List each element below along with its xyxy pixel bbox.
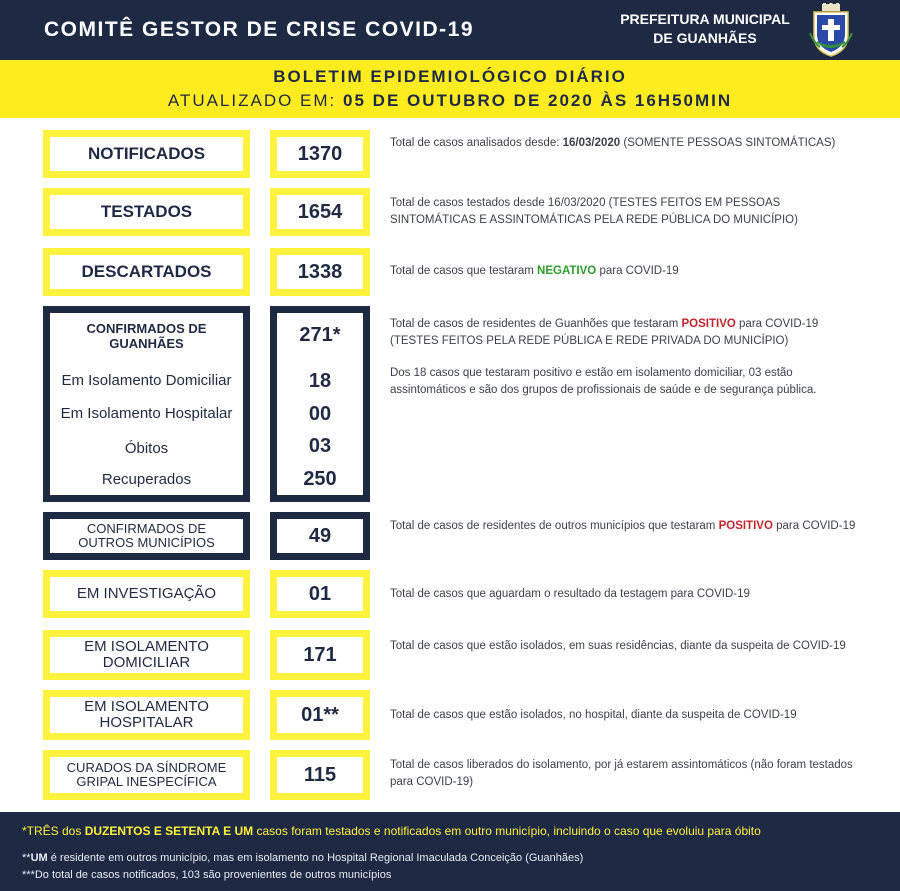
descartados-desc-text: Total de casos que testaram [390,265,538,277]
notificados-desc-date: 16/03/2020 [562,137,621,149]
municipal-crest-icon [808,3,854,57]
footnote-1-a: *TRÊS dos [22,824,85,838]
curados-label: CURADOS DA SÍNDROME GRIPAL INESPECÍFICA [66,760,227,789]
testados-label: TESTADOS [100,202,193,221]
outros-desc-text: Total de casos de residentes de outros municípios que testaram [390,520,719,532]
header-title: COMITÊ GESTOR DE CRISE COVID-19 [44,18,475,41]
investigacao-value-box [270,570,370,618]
notificados-desc-text: Total de casos analisados desde: [390,137,563,149]
negative-highlight: NEGATIVO [537,265,597,277]
updated-label: ATUALIZADO EM: [167,91,337,110]
bulletin-title: BOLETIM EPIDEMIOLÓGICO DIÁRIO [273,67,627,86]
descartados-desc-end: para COVID-19 [596,265,679,277]
investigacao-label-box [43,570,250,618]
confirmados-guanhaes-note: Dos 18 casos que testaram positivo e estão em isolamento domiciliar, 03 estão assintomáticos e são dos grupos de profissionais de saúde e de segurança pública. [390,367,817,396]
isolamento-domiciliar-value-box [270,630,370,680]
investigacao-value: 01 [308,582,332,605]
updated-value: 05 DE OUTUBRO DE 2020 ÀS 16H50MIN [343,91,733,110]
curados-value: 115 [303,763,337,786]
testados-description: Total de casos testados desde 16/03/2020 (TESTES FEITOS EM PESSOAS SINTOMÁTICAS E ASSINTOMÁTICAS PELA REDE PÚBLICA DO MUNICÍPIO) [390,197,798,226]
recuperados-label: Recuperados [101,471,192,488]
footnote-2-b: UM [30,852,48,864]
footnote-1-b: DUZENTOS E SETENTA E UM [84,824,254,838]
notificados-value: 1370 [297,142,343,165]
notificados-value-box [270,130,370,178]
isolamento-domiciliar-sub-value: 18 [308,370,332,392]
confirmados-desc-end: para COVID-19 (TESTES FEITOS PELA REDE PÚBLICA E REDE PRIVADA DO MUNICÍPIO) [390,318,819,347]
isolamento-domiciliar-description: Total de casos que estão isolados, em suas residências, diante da suspeita de COVID-19 [390,640,846,652]
footnote-1 [22,824,761,838]
outros-desc-end: para COVID-19 [772,520,856,532]
notificados-label-box [43,130,250,178]
isolamento-hospitalar-value: 01** [301,703,339,726]
positive-highlight: POSITIVO [681,318,736,330]
isolamento-hospitalar-description: Total de casos que estão isolados, no hospital, diante da suspeita de COVID-19 [390,709,797,721]
testados-label-box [43,188,250,236]
curados-value-box [270,750,370,800]
footer-notes [0,812,900,891]
curados-label-box [43,750,250,800]
isolamento-domiciliar-label-box [43,630,250,680]
descartados-value: 1338 [297,260,343,283]
notificados-desc-note: (SOMENTE PESSOAS SINTOMÁTICAS) [620,137,836,149]
isolamento-domiciliar-sub-label: Em Isolamento Domiciliar [61,372,232,389]
notificados-description [390,135,860,152]
footnote-1-c: casos foram testados e notificados em outro município, incluindo o caso que evoluiu para óbito [253,824,761,838]
prefeitura-line-2: DE GUANHÃES [653,30,757,46]
descartados-value-box [270,248,370,296]
testados-value-box [270,188,370,236]
confirmados-guanhaes-description [390,316,860,350]
prefeitura-name [600,10,810,48]
confirmados-guanhaes-label-box [43,306,250,502]
bulletin-updated [0,91,900,111]
confirmados-guanhaes-value-box [270,306,370,502]
header-bar [0,0,900,60]
obitos-label: Óbitos [124,440,169,457]
recuperados-value: 250 [303,468,337,490]
footnote-2-a: ** [22,852,31,864]
isolamento-hospitalar-sub-value: 00 [308,403,332,425]
obitos-value: 03 [308,435,332,457]
descartados-label: DESCARTADOS [81,262,212,281]
confirmados-outros-description [390,518,860,535]
isolamento-hospitalar-value-box [270,690,370,740]
isolamento-domiciliar-label: EM ISOLAMENTO DOMICILIAR [84,638,209,671]
confirmados-desc-text: Total de casos de residentes de Guanhões que testaram [390,318,682,330]
footnote-2-c: é residente em outros município, mas em isolamento no Hospital Regional Imaculada Conceição (Guanhães) [47,852,584,864]
confirmados-guanhaes-value: 271* [299,324,341,346]
footnote-3: ***Do total de casos notificados, 103 são provenientes de outros municípios [22,869,392,881]
isolamento-domiciliar-value: 171 [303,643,337,666]
confirmados-outros-label: CONFIRMADOS DE OUTROS MUNICÍPIOS [78,521,215,550]
isolamento-hospitalar-label-box [43,690,250,740]
investigacao-description: Total de casos que aguardam o resultado da testagem para COVID-19 [390,588,750,600]
outros-positive-highlight: POSITIVO [718,520,773,532]
curados-description: Total de casos liberados do isolamento, por já estarem assintomáticos (não foram testados para COVID-19) [390,759,853,788]
isolamento-hospitalar-label: EM ISOLAMENTO HOSPITALAR [84,698,209,731]
footnote-2 [22,852,583,864]
bulletin-banner [0,60,900,118]
notificados-label: NOTIFICADOS [87,144,206,163]
investigacao-label: EM INVESTIGAÇÃO [76,585,217,602]
prefeitura-line-1: PREFEITURA MUNICIPAL [620,11,790,27]
descartados-label-box [43,248,250,296]
descartados-description [390,263,860,280]
testados-value: 1654 [297,200,343,223]
confirmados-outros-value-box [270,512,370,560]
isolamento-hospitalar-sub-label: Em Isolamento Hospitalar [60,405,233,422]
confirmados-outros-label-box [43,512,250,560]
confirmados-guanhaes-label: CONFIRMADOS DE GUANHÃES [86,321,207,351]
confirmados-outros-value: 49 [308,524,332,547]
